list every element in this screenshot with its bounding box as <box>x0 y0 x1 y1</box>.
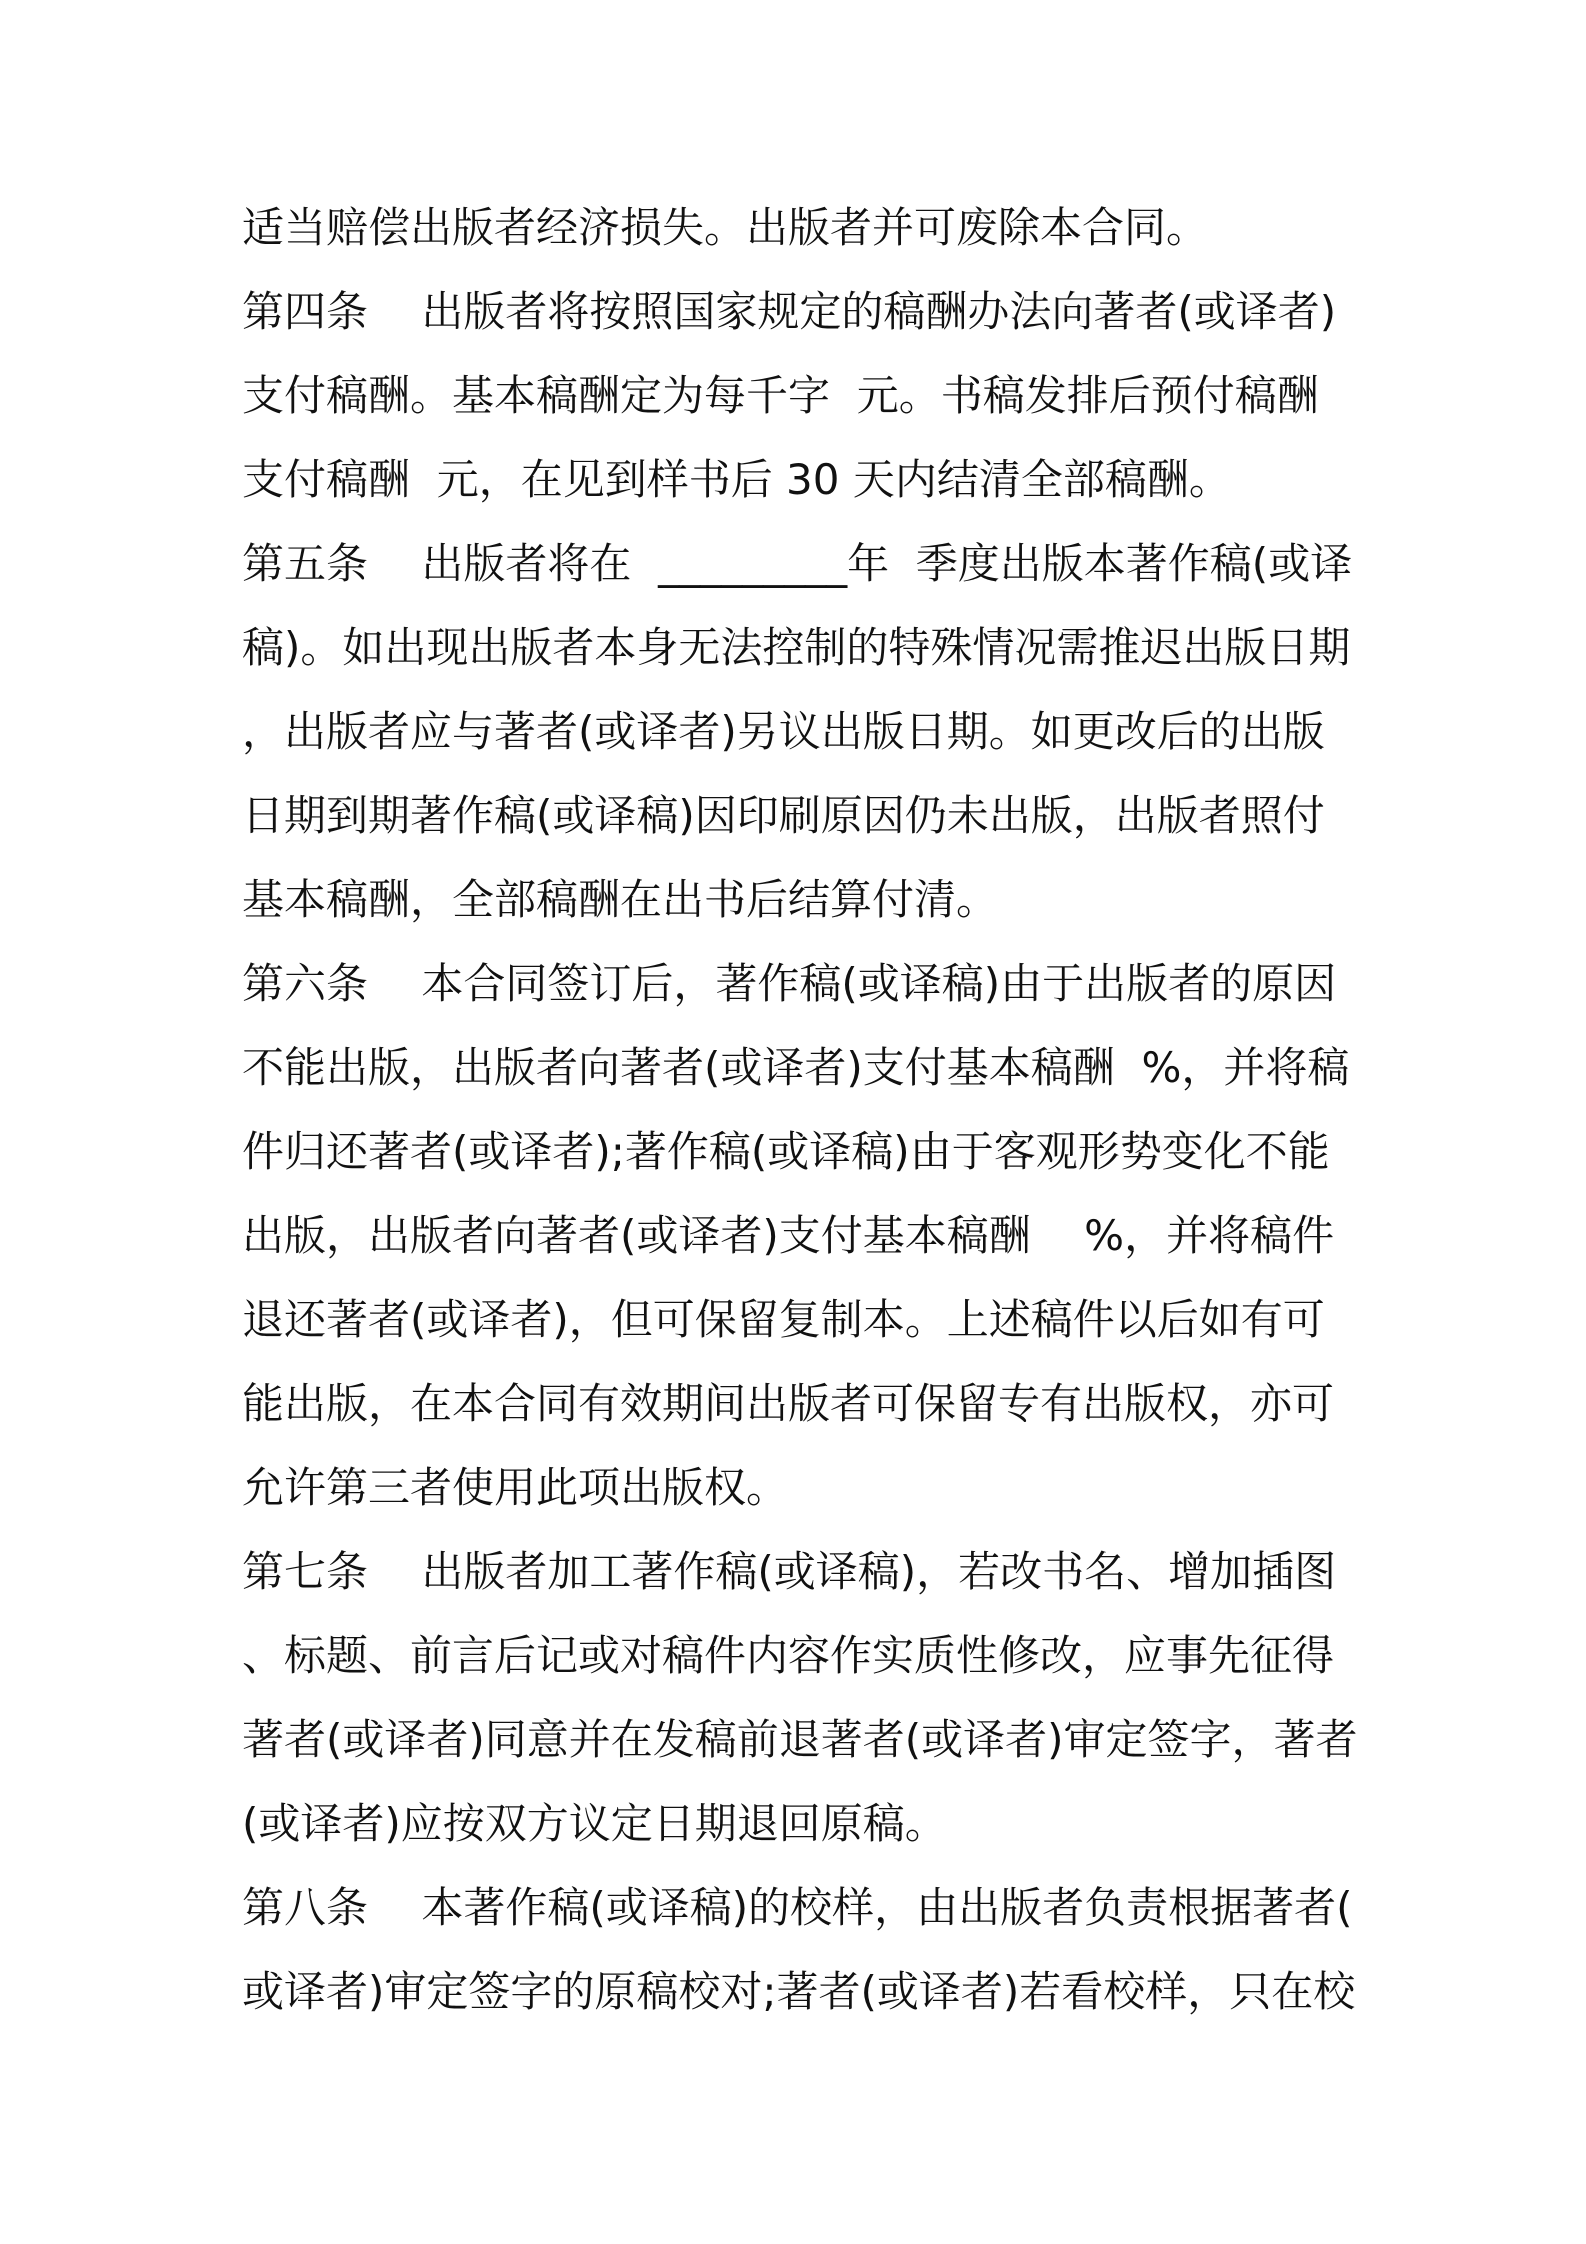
text-line: 、标题、前言后记或对稿件内容作实质性修改，应事先征得 <box>242 1631 1335 1680</box>
text-line: 能出版，在本合同有效期间出版者可保留专有出版权，亦可 <box>242 1379 1335 1428</box>
text-line: 支付稿酬。基本稿酬定为每千字 元。书稿发排后预付稿酬 <box>242 371 1319 420</box>
text-line: 第八条 本著作稿(或译稿)的校样，由出版者负责根据著者( <box>242 1883 1353 1932</box>
text-line: 适当赔偿出版者经济损失。出版者并可废除本合同。 <box>242 203 1209 252</box>
text-line: 退还著者(或译者)，但可保留复制本。上述稿件以后如有可 <box>242 1295 1325 1344</box>
text-line: 日期到期著作稿(或译稿)因印刷原因仍未出版，出版者照付 <box>242 791 1325 840</box>
text-line: 第七条 出版者加工著作稿(或译稿)，若改书名、增加插图 <box>242 1547 1337 1596</box>
text-line: 支付稿酬 元，在见到样书后 30 天内结清全部稿酬。 <box>242 455 1231 504</box>
text-line: 不能出版，出版者向著者(或译者)支付基本稿酬 %，并将稿 <box>242 1043 1350 1092</box>
text-line: 基本稿酬，全部稿酬在出书后结算付清。 <box>242 875 999 924</box>
text-line: 允许第三者使用此项出版权。 <box>242 1463 789 1512</box>
text-line: 第四条 出版者将按照国家规定的稿酬办法向著者(或译者) <box>242 287 1337 336</box>
text-line: 第五条 出版者将在 _________年 季度出版本著作稿(或译 <box>242 539 1353 588</box>
text-line: 第六条 本合同签订后，著作稿(或译稿)由于出版者的原因 <box>242 959 1337 1008</box>
text-line: (或译者)应按双方议定日期退回原稿。 <box>242 1799 947 1848</box>
text-line: ，出版者应与著者(或译者)另议出版日期。如更改后的出版 <box>242 707 1325 756</box>
text-line: 出版，出版者向著者(或译者)支付基本稿酬 %，并将稿件 <box>242 1211 1335 1260</box>
text-line: 稿)。如出现出版者本身无法控制的特殊情况需推迟出版日期 <box>242 623 1351 672</box>
text-line: 件归还著者(或译者);著作稿(或译稿)由于客观形势变化不能 <box>242 1127 1330 1176</box>
text-line: 著者(或译者)同意并在发稿前退著者(或译者)审定签字，著者 <box>242 1715 1358 1764</box>
text-line: 或译者)审定签字的原稿校对;著者(或译者)若看校样，只在校 <box>242 1967 1356 2016</box>
